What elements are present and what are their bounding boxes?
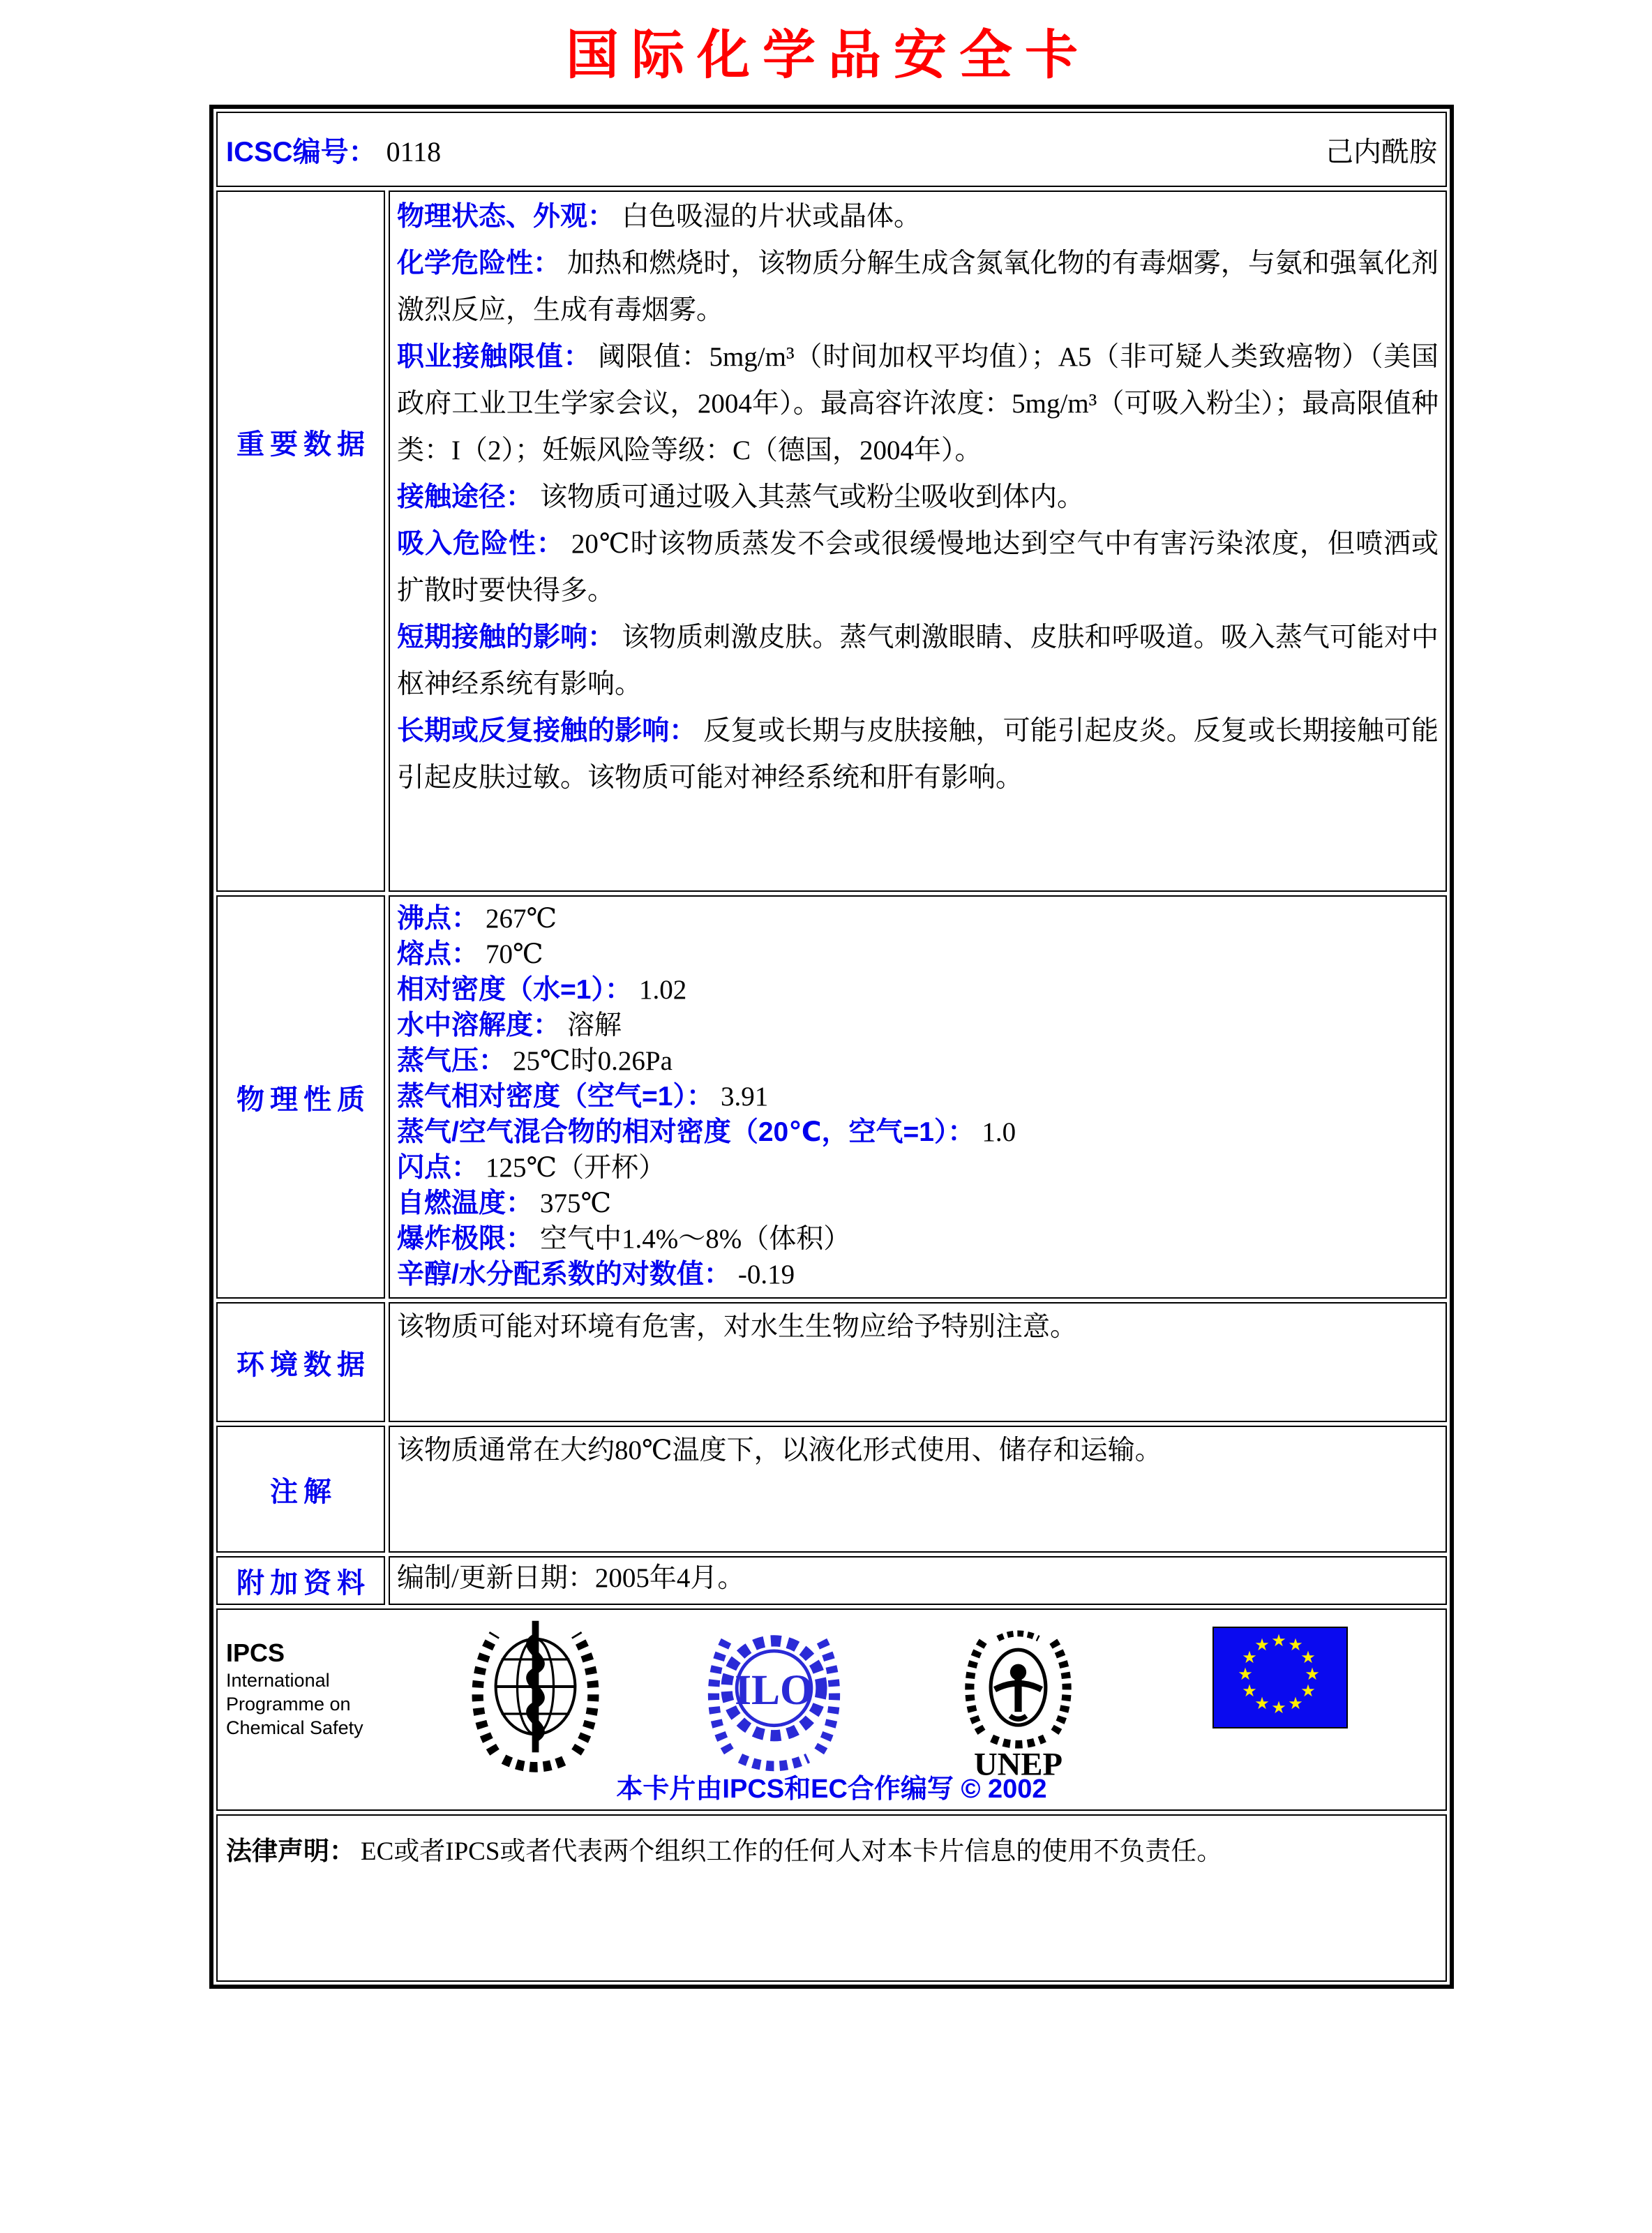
section-label-important-data: 重要数据 [216, 191, 385, 892]
svg-text:★: ★ [1288, 1695, 1303, 1713]
section-label-environmental-data: 环境数据 [216, 1302, 385, 1422]
entry-physical-state: 物理状态、外观： 白色吸湿的片状或晶体。 [397, 202, 922, 232]
page-title: 国际化学品安全卡 [566, 27, 1090, 85]
environmental-data-content [389, 1302, 1447, 1422]
prop-vapor-air-mixture-density: 蒸气/空气混合物的相对密度（20℃，空气=1）： 1.0 [397, 1117, 1016, 1147]
entry-occupational-limits: 职业接触限值： 阈限值：5mg/m³（时间加权平均值）；A5（非可疑人类致癌物）（美国政府工业卫生学家会议，2004年）。最高容许浓度：5mg/m³（可吸入粉尘）；最高限值种类：I（2）；妊娠风险等级：C（德国，2004年）。 [397, 342, 1439, 465]
prop-octanol-water-coefficient: 辛醇/水分配系数的对数值： -0.19 [397, 1260, 795, 1290]
svg-text:★: ★ [1271, 1699, 1286, 1717]
svg-text:★: ★ [1300, 1649, 1316, 1667]
legal-text: EC或者IPCS或者代表两个组织工作的任何人对本卡片信息的使用不负责任。 [361, 1837, 1223, 1866]
icsc-card-table [209, 105, 1454, 1989]
physical-properties-content [389, 895, 1447, 1299]
prop-melting-point: 熔点： 70℃ [397, 939, 543, 969]
credit-line [218, 1767, 1446, 1805]
legal-label: 法律声明： [226, 1837, 355, 1865]
prop-boiling-point: 沸点： 267℃ [397, 904, 557, 934]
svg-text:★: ★ [1254, 1636, 1270, 1655]
ipcs-line-2: Programme on [226, 1694, 351, 1715]
prop-autoignition-temp: 自燃温度： 375℃ [397, 1188, 612, 1218]
prop-relative-density: 相对密度（水=1）： 1.02 [397, 975, 687, 1005]
svg-text:★: ★ [1254, 1695, 1270, 1713]
prop-water-solubility: 水中溶解度： 溶解 [397, 1010, 622, 1040]
svg-text:★: ★ [1271, 1632, 1286, 1650]
svg-text:★: ★ [1305, 1666, 1320, 1684]
section-label-physical-properties: 物理性质 [216, 895, 385, 1299]
icsc-number-label: ICSC编号： [226, 136, 377, 167]
who-logo-icon [467, 1615, 603, 1776]
svg-text:★: ★ [1300, 1682, 1316, 1701]
entry-long-term-effects: 长期或反复接触的影响： 反复或长期与皮肤接触，可能引起皮炎。反复或长期接触可能引起皮肤过敏。该物质可能对神经系统和肝有影响。 [397, 716, 1439, 793]
entry-exposure-routes: 接触途径： 该物质可通过吸入其蒸气或粉尘吸收到体内。 [397, 482, 1085, 512]
environmental-data-text: 该物质可能对环境有危害，对水生生物应给予特别注意。 [397, 1312, 1078, 1342]
prop-vapor-density: 蒸气相对密度（空气=1）： 3.91 [397, 1082, 769, 1112]
ilo-logo-text: ILO [735, 1666, 813, 1714]
unep-logo-text: UNEP [973, 1746, 1063, 1783]
prop-explosive-limits: 爆炸极限： 空气中1.4%～8%（体积） [397, 1224, 851, 1254]
notes-content [389, 1426, 1447, 1553]
ipcs-text-block [226, 1638, 363, 1740]
eu-flag-icon [1212, 1627, 1348, 1728]
entry-inhalation-risk: 吸入危险性： 20℃时该物质蒸发不会或很缓慢地达到空气中有害污染浓度，但喷洒或扩散时要快得多。 [397, 529, 1439, 606]
entry-chemical-danger: 化学危险性： 加热和燃烧时，该物质分解生成含氮氧化物的有毒烟雾，与氨和强氧化剂激烈反应，生成有毒烟雾。 [397, 248, 1439, 325]
svg-text:★: ★ [1242, 1649, 1257, 1667]
icsc-number-group [226, 130, 441, 170]
notes-text: 该物质通常在大约80℃温度下，以液化形式使用、储存和运输。 [397, 1435, 1162, 1465]
svg-text:★: ★ [1238, 1666, 1253, 1684]
chemical-name: 己内酰胺 [1326, 135, 1437, 167]
ilo-logo-icon [706, 1618, 842, 1772]
header-row [216, 112, 1447, 187]
ipcs-line-1: International [226, 1670, 330, 1691]
ipcs-line-3: Chemical Safety [226, 1717, 363, 1738]
entry-short-term-effects: 短期接触的影响： 该物质刺激皮肤。蒸气刺激眼睛、皮肤和呼吸道。吸入蒸气可能对中枢神经系统有影响。 [397, 622, 1439, 699]
svg-text:★: ★ [1288, 1636, 1303, 1655]
section-label-notes: 注解 [216, 1426, 385, 1553]
credit-text: 本卡片由IPCS和EC合作编写 [616, 1775, 954, 1804]
prop-vapor-pressure: 蒸气压： 25℃时0.26Pa [397, 1046, 673, 1076]
legal-row [216, 1814, 1447, 1982]
credit-copyright: © 2002 [961, 1775, 1047, 1804]
important-data-content [389, 191, 1447, 892]
additional-info-content [389, 1556, 1447, 1605]
ipcs-title: IPCS [226, 1638, 285, 1667]
logos-row [216, 1608, 1447, 1811]
svg-text:★: ★ [1242, 1682, 1257, 1701]
section-label-additional-info: 附加资料 [216, 1556, 385, 1605]
prop-flash-point: 闪点： 125℃（开杯） [397, 1153, 666, 1183]
update-date-text: 编制/更新日期：2005年4月。 [397, 1563, 745, 1593]
icsc-number-value: 0118 [386, 135, 442, 167]
